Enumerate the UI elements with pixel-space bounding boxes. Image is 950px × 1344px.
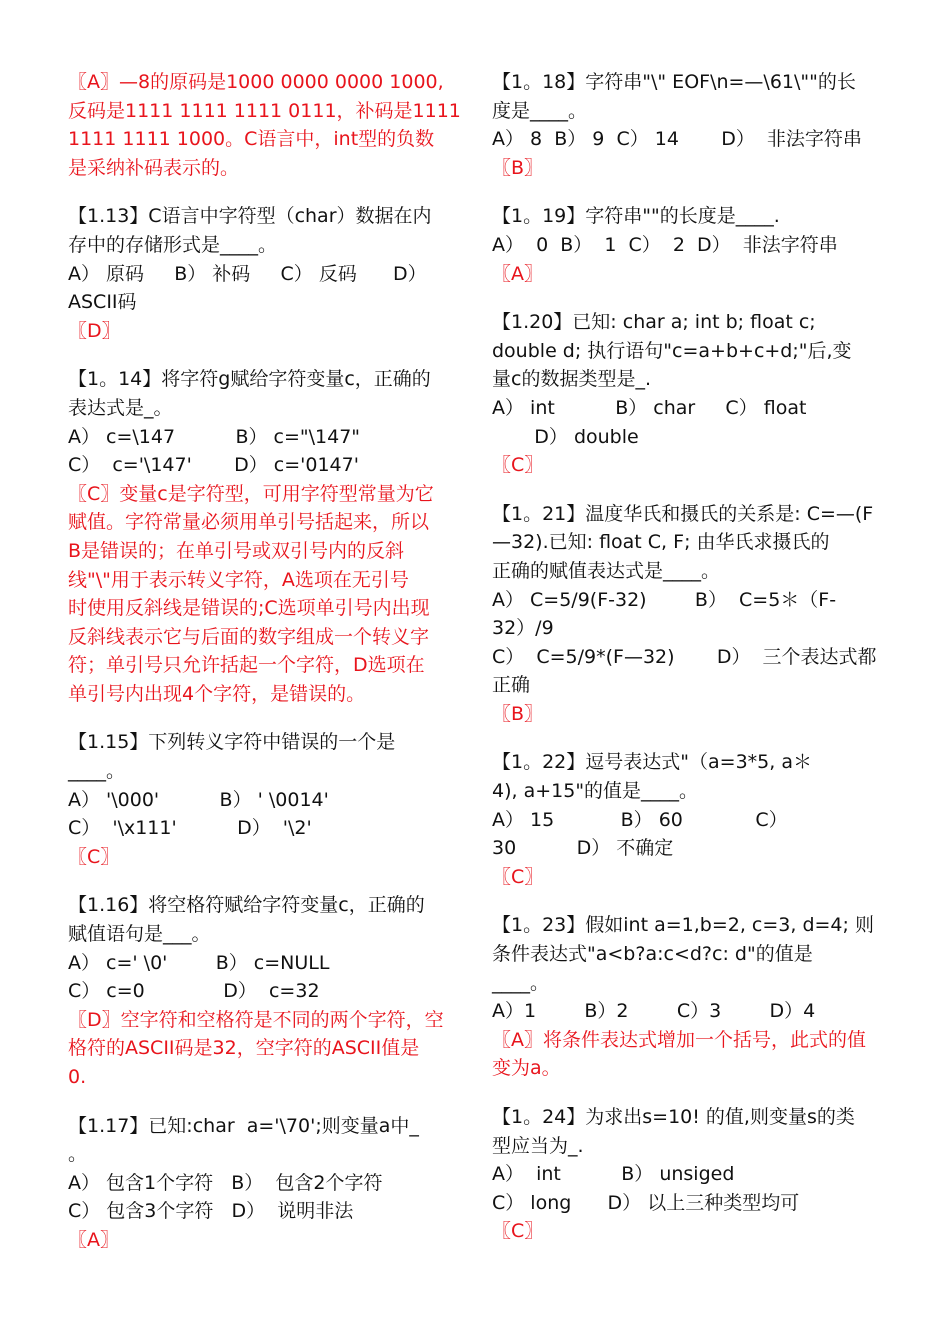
note-line: 〖A〗—8的原码是1000 0000 0000 1000,	[68, 71, 444, 93]
answer-label: 〖A〗	[68, 1228, 119, 1251]
question-line: 【1.15】下列转义字符中错误的一个是	[68, 731, 396, 754]
question-line: 赋值语句是___。	[68, 923, 211, 946]
option-line: A） 15 B） 60 C）	[492, 808, 788, 831]
option-line: A） int B） char C） float	[492, 396, 807, 419]
note-line: 1111 1111 1000。C语言中，int型的负数	[68, 128, 435, 151]
question-1-24	[492, 1103, 886, 1246]
answer-label: 〖A〗	[492, 262, 543, 285]
option-line: C） c='\147' D） c='0147'	[68, 454, 359, 477]
option-line: C） '\x111' D） '\2'	[68, 817, 312, 840]
question-1-22	[492, 748, 886, 891]
question-line: ____。	[492, 971, 550, 994]
question-1-19	[492, 202, 886, 288]
question-line: 存中的存储形式是____。	[68, 233, 278, 256]
question-line: double d; 执行语句"c=a+b+c+d;"后,变	[492, 339, 852, 362]
question-line: 【1.16】将空格符赋给字符变量c，正确的	[68, 894, 425, 917]
question-line: —32).已知: float C, F; 由华氏求摄氏的	[492, 531, 830, 554]
question-line: 【1。23】假如int a=1,b=2, c=3, d=4; 则	[492, 914, 874, 937]
option-line: C） long D） 以上三种类型均可	[492, 1191, 800, 1214]
explanation-line: B是错误的；在单引号或双引号内的反斜	[68, 539, 405, 562]
option-line: D） double	[492, 425, 639, 448]
explanation-line: 〖D〗空字符和空格符是不同的两个字符，空	[68, 1008, 444, 1031]
question-1-17	[68, 1112, 462, 1255]
right-column	[492, 68, 886, 1266]
answer-label: 〖C〗	[68, 845, 120, 868]
explanation-line: 符；单引号只允许括起一个字符，D选项在	[68, 654, 425, 677]
option-line: A） 0 B） 1 C） 2 D） 非法字符串	[492, 233, 838, 256]
explanation-line: 0.	[68, 1066, 87, 1088]
question-1-16	[68, 891, 462, 1091]
option-line: A） c=\147 B） c="\147"	[68, 425, 361, 448]
question-line: 【1。22】逗号表达式"（a=3*5, a＊	[492, 751, 812, 774]
question-line: 4), a+15"的值是____。	[492, 780, 699, 803]
option-line: C） C=5/9*(F—32) D） 三个表达式都	[492, 645, 877, 668]
question-line: 【1。24】为求出s=10! 的值,则变量s的类	[492, 1106, 855, 1128]
question-1-18	[492, 68, 886, 182]
question-line: 【1。21】温度华氏和摄氏的关系是: C=—(F	[492, 502, 874, 525]
option-line: A） 原码 B） 补码 C） 反码 D）	[68, 262, 427, 285]
option-line: A）1 B）2 C）3 D）4	[492, 1000, 816, 1023]
explanation-line: 反斜线表示它与后面的数字组成一个转义字	[68, 625, 430, 648]
question-1-20	[492, 308, 886, 480]
option-line: ASCII码	[68, 291, 137, 314]
question-1-14	[68, 365, 462, 708]
explanation-line: 格符的ASCII码是32，空字符的ASCII值是	[68, 1037, 420, 1060]
note-line: 反码是1111 1111 1111 0111，补码是1111	[68, 99, 461, 122]
option-line: A） C=5/9(F-32) B） C=5＊（F-	[492, 588, 837, 611]
option-line: 32）/9	[492, 617, 554, 640]
explanation-line: 时使用反斜线是错误的;C选项单引号内出现	[68, 597, 430, 620]
answer-label: 〖C〗	[492, 865, 544, 888]
question-line: 【1.17】已知:char a='\70';则变量a中_	[68, 1114, 419, 1137]
question-line: 【1。14】将字符g赋给字符变量c，正确的	[68, 368, 431, 391]
question-line: ____。	[68, 760, 126, 783]
option-line: C） c=0 D） c=32	[68, 980, 320, 1003]
question-line: 【1.20】已知: char a; int b; float c;	[492, 311, 816, 334]
option-line: 30 D） 不确定	[492, 837, 674, 860]
answer-label: 〖B〗	[492, 156, 544, 179]
question-1-13	[68, 202, 462, 345]
question-1-23	[492, 911, 886, 1083]
question-line: 正确的赋值表达式是____。	[492, 559, 721, 582]
question-line: 型应当为_.	[492, 1134, 584, 1157]
option-line: A） 包含1个字符 B） 包含2个字符	[68, 1171, 383, 1194]
answer-label: 〖D〗	[68, 319, 121, 342]
explanation-line: 变为a。	[492, 1057, 561, 1080]
question-line: 度是____。	[492, 99, 588, 122]
answer-label: 〖C〗	[492, 1220, 544, 1243]
question-line: 条件表达式"a<b?a:c<d?c: d"的值是	[492, 943, 813, 966]
question-line: 【1.13】C语言中字符型（char）数据在内	[68, 205, 432, 228]
question-line: 量c的数据类型是_.	[492, 368, 651, 391]
option-line: A） 8 B） 9 C） 14 D） 非法字符串	[492, 128, 862, 151]
left-column	[68, 68, 462, 1275]
question-line: 。	[68, 1143, 88, 1166]
note-top	[68, 68, 462, 182]
question-line: 【1。19】字符串""的长度是____.	[492, 205, 780, 228]
option-line: A） '\000' B） ' \0014'	[68, 788, 329, 811]
option-line: 正确	[492, 674, 531, 697]
question-line: 表达式是_。	[68, 396, 173, 419]
question-1-21	[492, 500, 886, 729]
option-line: A） int B） unsiged	[492, 1163, 735, 1186]
explanation-line: 线"\"用于表示转义字符，A选项在无引号	[68, 568, 409, 591]
option-line: A） c=' \0' B） c=NULL	[68, 951, 330, 974]
question-1-15	[68, 728, 462, 871]
explanation-line: 〖A〗将条件表达式增加一个括号，此式的值	[492, 1028, 866, 1051]
option-line: C） 包含3个字符 D） 说明非法	[68, 1200, 354, 1223]
explanation-line: 单引号内出现4个字符，是错误的。	[68, 682, 366, 705]
explanation-line: 〖C〗变量c是字符型，可用字符型常量为它	[68, 482, 434, 505]
answer-label: 〖C〗	[492, 454, 544, 477]
note-line: 是采纳补码表示的。	[68, 156, 240, 179]
answer-label: 〖B〗	[492, 702, 544, 725]
question-line: 【1。18】字符串"\" EOF\n=—\61\""的长	[492, 71, 856, 93]
explanation-line: 赋值。字符常量必须用单引号括起来，所以	[68, 511, 430, 534]
